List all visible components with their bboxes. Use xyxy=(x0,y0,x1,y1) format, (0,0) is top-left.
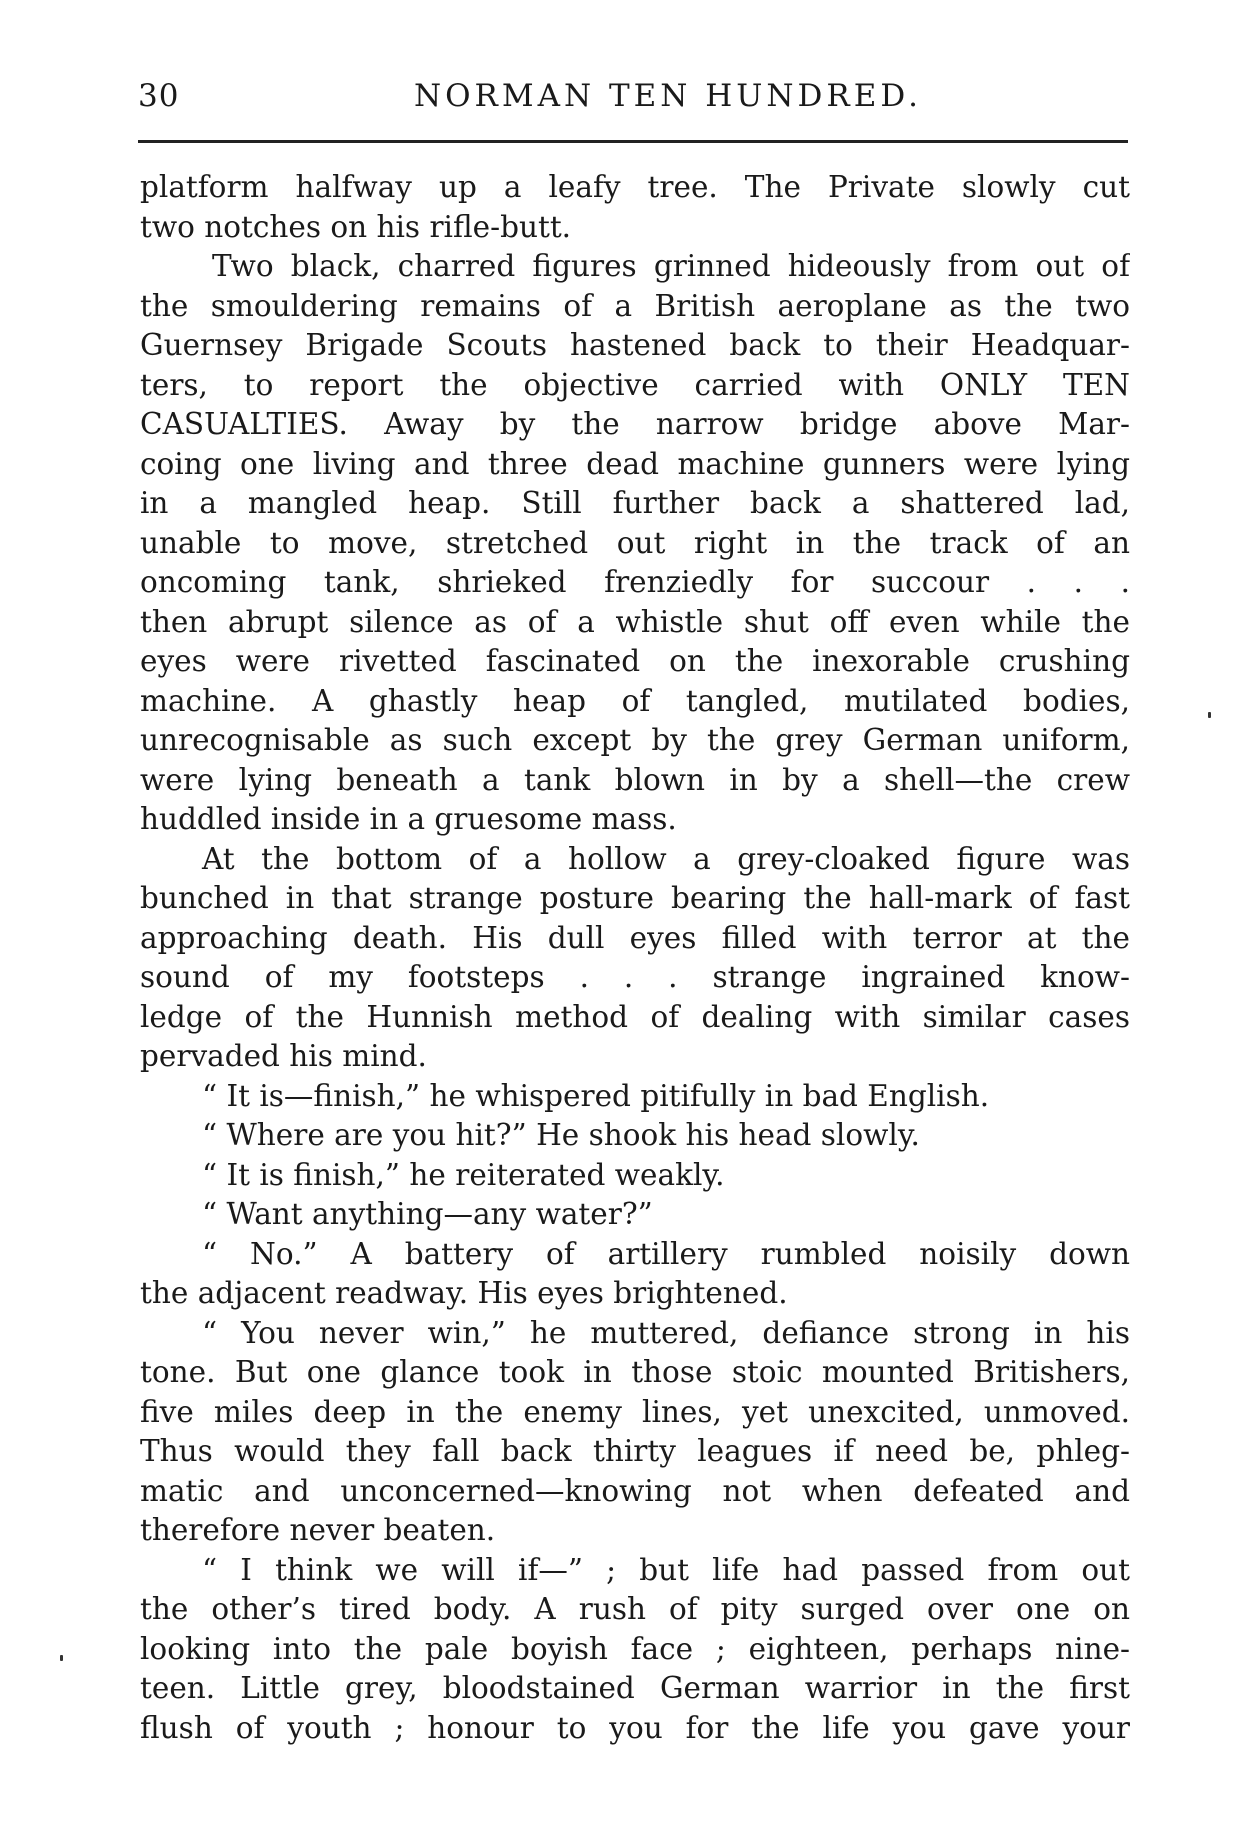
text-line: flush of youth ; honour to you for the life you gave your xyxy=(140,1710,1130,1745)
text-line: then abrupt silence as of a whistle shut off even while the xyxy=(140,604,1130,639)
text-line: unable to move, stretched out right in the track of an xyxy=(140,525,1130,560)
text-line: “ It is—finish,” he whispered pitifully in bad English. xyxy=(202,1078,990,1113)
running-title: NORMAN TEN HUNDRED. xyxy=(414,78,922,114)
header-rule xyxy=(138,140,1128,143)
text-line: two notches on his rifle-butt. xyxy=(140,209,572,244)
text-line: unrecognisable as such except by the grey German uniform, xyxy=(140,723,1130,757)
text-line: pervaded his mind. xyxy=(140,1039,427,1073)
text-line: Two black, charred figures grinned hideously from out of xyxy=(212,249,1130,283)
text-line: oncoming tank, shrieked frenziedly for succour . . . xyxy=(140,565,1130,599)
page-number: 30 xyxy=(138,78,180,114)
text-line: “ Want anything—any water?” xyxy=(202,1197,653,1231)
text-line: “ Where are you hit?” He shook his head slowly. xyxy=(202,1118,920,1152)
text-line: “ You never win,” he muttered, defiance strong in his xyxy=(202,1315,1130,1350)
text-line: five miles deep in the enemy lines, yet unexcited, unmoved. xyxy=(140,1394,1130,1429)
text-line: platform halfway up a leafy tree. The Private slowly cut xyxy=(140,170,1130,204)
text-line: the adjacent readway. His eyes brightened. xyxy=(140,1276,788,1310)
text-line: CASUALTIES. Away by the narrow bridge above Mar- xyxy=(140,407,1130,441)
margin-speck xyxy=(1208,712,1211,718)
text-line: teen. Little grey, bloodstained German warrior in the first xyxy=(140,1671,1130,1705)
text-line: the other’s tired body. A rush of pity surged over one on xyxy=(140,1592,1130,1626)
text-line: approaching death. His dull eyes filled with terror at the xyxy=(140,920,1130,955)
page-header xyxy=(138,78,1138,128)
margin-speck xyxy=(60,1655,63,1661)
text-line: sound of my footsteps . . . strange ingrained know- xyxy=(140,960,1130,994)
text-line: machine. A ghastly heap of tangled, mutilated bodies, xyxy=(140,683,1130,718)
text-line: were lying beneath a tank blown in by a shell—the crew xyxy=(140,762,1130,797)
text-line: the smouldering remains of a British aeroplane as the two xyxy=(140,288,1130,323)
text-line: looking into the pale boyish face ; eighteen, perhaps nine- xyxy=(140,1631,1130,1666)
text-line: “ It is finish,” he reiterated weakly. xyxy=(202,1157,725,1192)
text-line: coing one living and three dead machine gunners were lying xyxy=(140,446,1130,481)
text-line: matic and unconcerned—knowing not when defeated and xyxy=(140,1473,1130,1508)
text-line: “ No.” A battery of artillery rumbled noisily down xyxy=(202,1236,1130,1271)
body-text xyxy=(140,168,1130,1748)
text-line: tone. But one glance took in those stoic mounted Britishers, xyxy=(140,1355,1130,1389)
text-line: huddled inside in a gruesome mass. xyxy=(140,802,677,836)
text-line: Guernsey Brigade Scouts hastened back to their Headquar- xyxy=(140,328,1130,362)
text-line: At the bottom of a hollow a grey-cloaked figure was xyxy=(202,841,1130,876)
text-line: eyes were rivetted fascinated on the inexorable crushing xyxy=(140,644,1130,678)
text-line: Thus would they fall back thirty leagues if need be, phleg- xyxy=(140,1434,1130,1468)
text-line: in a mangled heap. Still further back a shattered lad, xyxy=(140,486,1130,520)
text-line: ters, to report the objective carried with ONLY TEN xyxy=(140,367,1130,402)
text-line: therefore never beaten. xyxy=(140,1513,496,1547)
text-line: bunched in that strange posture bearing the hall-mark of fast xyxy=(140,881,1130,915)
text-line: ledge of the Hunnish method of dealing with similar cases xyxy=(140,999,1130,1034)
text-line: “ I think we will if—” ; but life had passed from out xyxy=(202,1552,1130,1587)
